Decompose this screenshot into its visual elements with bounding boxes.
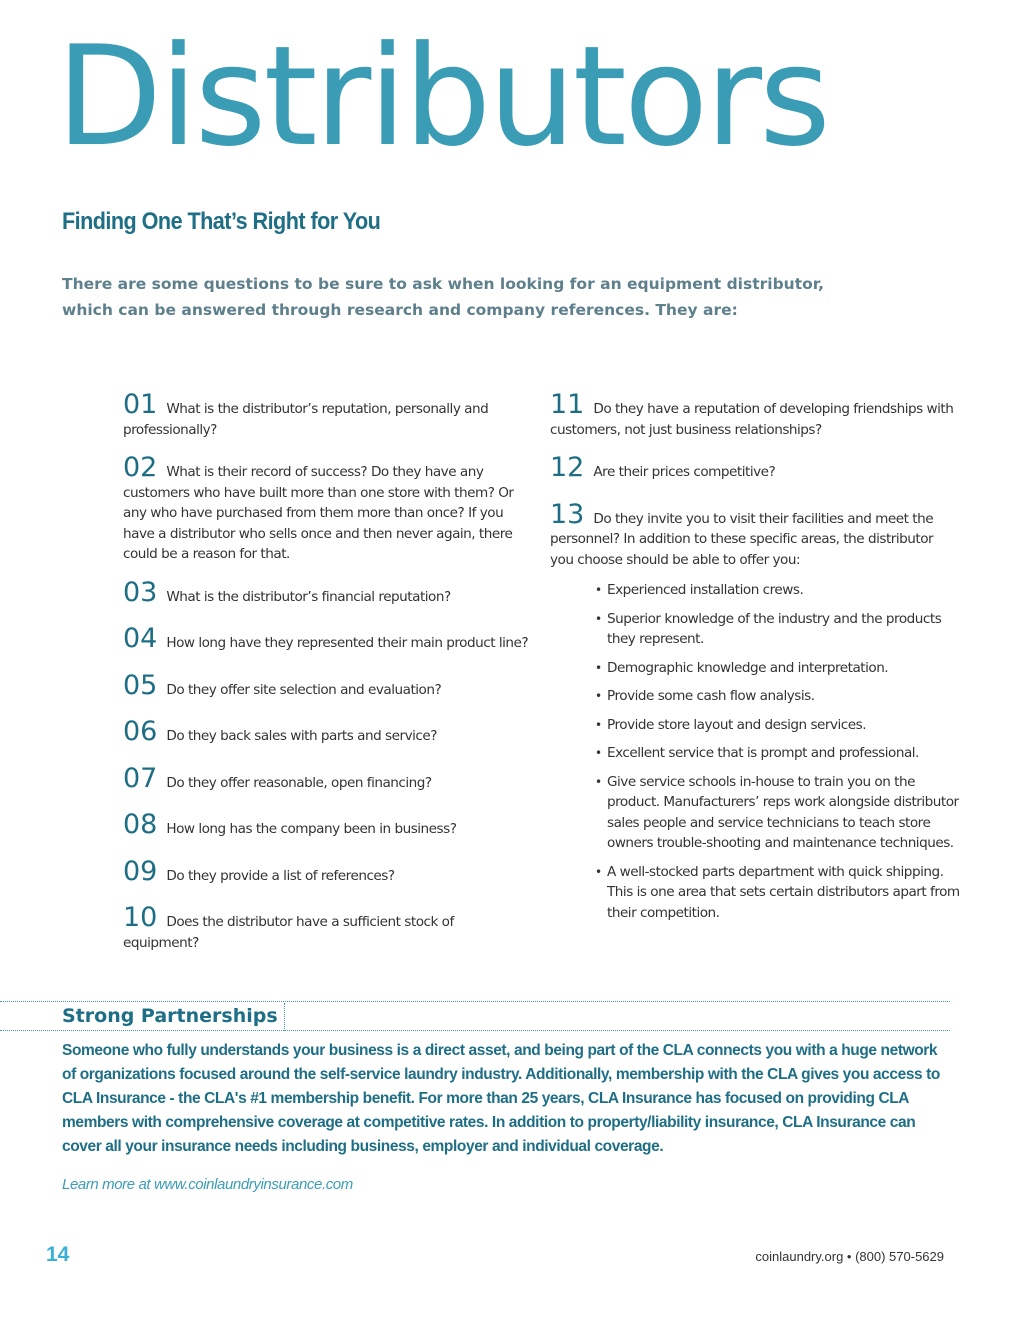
question-text: Do they back sales with parts and service? [166,728,437,744]
questions-left-column [123,389,533,975]
list-item: • Demographic knowledge and interpretation. [595,658,960,679]
question-item [123,452,533,565]
question-text: Do they have a reputation of developing friendships with customers, not just business relationships? [550,401,954,438]
question-text: What is the distributor’s reputation, personally and professionally? [123,401,489,438]
question-item [550,389,960,440]
list-item: • A well-stocked parts department with quick shipping. This is one area that sets certain distributors apart from their competition. [595,862,960,924]
question-number: 04 [123,623,158,654]
question-text: Do they invite you to visit their facilities and meet the personnel? In addition to these specific areas, the distributor you choose should be able to offer you: [550,510,934,568]
learn-more-link[interactable]: Learn more at www.coinlaundryinsurance.com [62,1176,353,1193]
partnerships-body: Someone who fully understands your business is a direct asset, and being part of the CLA connects you with a huge network of organizations focused around the self-service laundry industry. Additionally, membership with the CLA gives you access to CLA Insurance - the CLA's #1 membership benefit. For more than 25 years, CLA Insurance has focused on providing CLA members with comprehensive coverage at competitive rates. In addition to property/liability insurance, CLA Insurance can cover all your insurance needs including business, employer and individual coverage. [62,1042,940,1155]
offers-list [550,580,960,923]
question-text: Does the distributor have a sufficient stock of equipment? [123,914,454,951]
question-number: 09 [123,855,158,887]
question-number: 10 [123,902,158,933]
list-item: • Superior knowledge of the industry and the products they represent. [595,609,960,650]
intro-paragraph: There are some questions to be sure to ask when looking for an equipment distributor, which can be answered through research and company references. They are: [62,275,825,319]
questions-right-column [550,389,960,931]
question-item [123,576,533,608]
list-item: • Excellent service that is prompt and professional. [595,743,960,764]
question-text: Do they offer site selection and evaluation? [166,681,442,698]
list-item: • Provide some cash flow analysis. [595,686,960,707]
question-item [123,762,533,794]
question-number: 01 [123,389,158,420]
question-number: 11 [550,389,585,420]
question-number: 03 [123,576,158,608]
question-number: 06 [123,716,158,747]
question-item [123,389,533,440]
partnerships-heading: Strong Partnerships [62,1003,285,1031]
question-number: 13 [550,498,585,530]
question-text: Do they provide a list of references? [166,867,395,884]
list-item: • Give service schools in-house to train you on the product. Manufacturers’ reps work alongside distributor sales people and service technicians to teach store owners trouble-shooting and maintenance techniques. [595,772,960,854]
question-number: 08 [123,809,158,840]
question-text: Are their prices competitive? [593,464,776,480]
question-item [123,855,533,887]
question-number: 07 [123,762,158,794]
divider-bottom [0,1030,950,1031]
question-number: 12 [550,452,585,483]
question-item [123,902,533,953]
question-item [123,809,533,840]
page-subtitle: Finding One That’s Right for You [62,208,381,235]
question-item [123,669,533,701]
question-text: Do they offer reasonable, open financing? [166,774,432,791]
question-number: 05 [123,669,158,701]
page-number: 14 [46,1243,70,1266]
divider-top [0,1001,950,1002]
list-item: • Provide store layout and design services. [595,715,960,736]
page-title: Distributors [56,16,828,177]
question-item [550,498,960,571]
question-text: How long have they represented their main product line? [166,635,529,651]
question-text: What is their record of success? Do they have any customers who have built more than one store with them? Or any who have purchased from them more than once? If you have a distributor who sells once and then never again, there could be a reason for that. [123,464,514,562]
question-number: 02 [123,452,158,483]
question-item [123,716,533,747]
question-text: What is the distributor’s financial reputation? [166,588,451,605]
question-text: How long has the company been in business? [166,821,457,837]
question-item [550,452,960,483]
question-item [123,623,533,654]
list-item: • Experienced installation crews. [595,580,960,601]
footer-contact: coinlaundry.org • (800) 570-5629 [755,1249,944,1264]
